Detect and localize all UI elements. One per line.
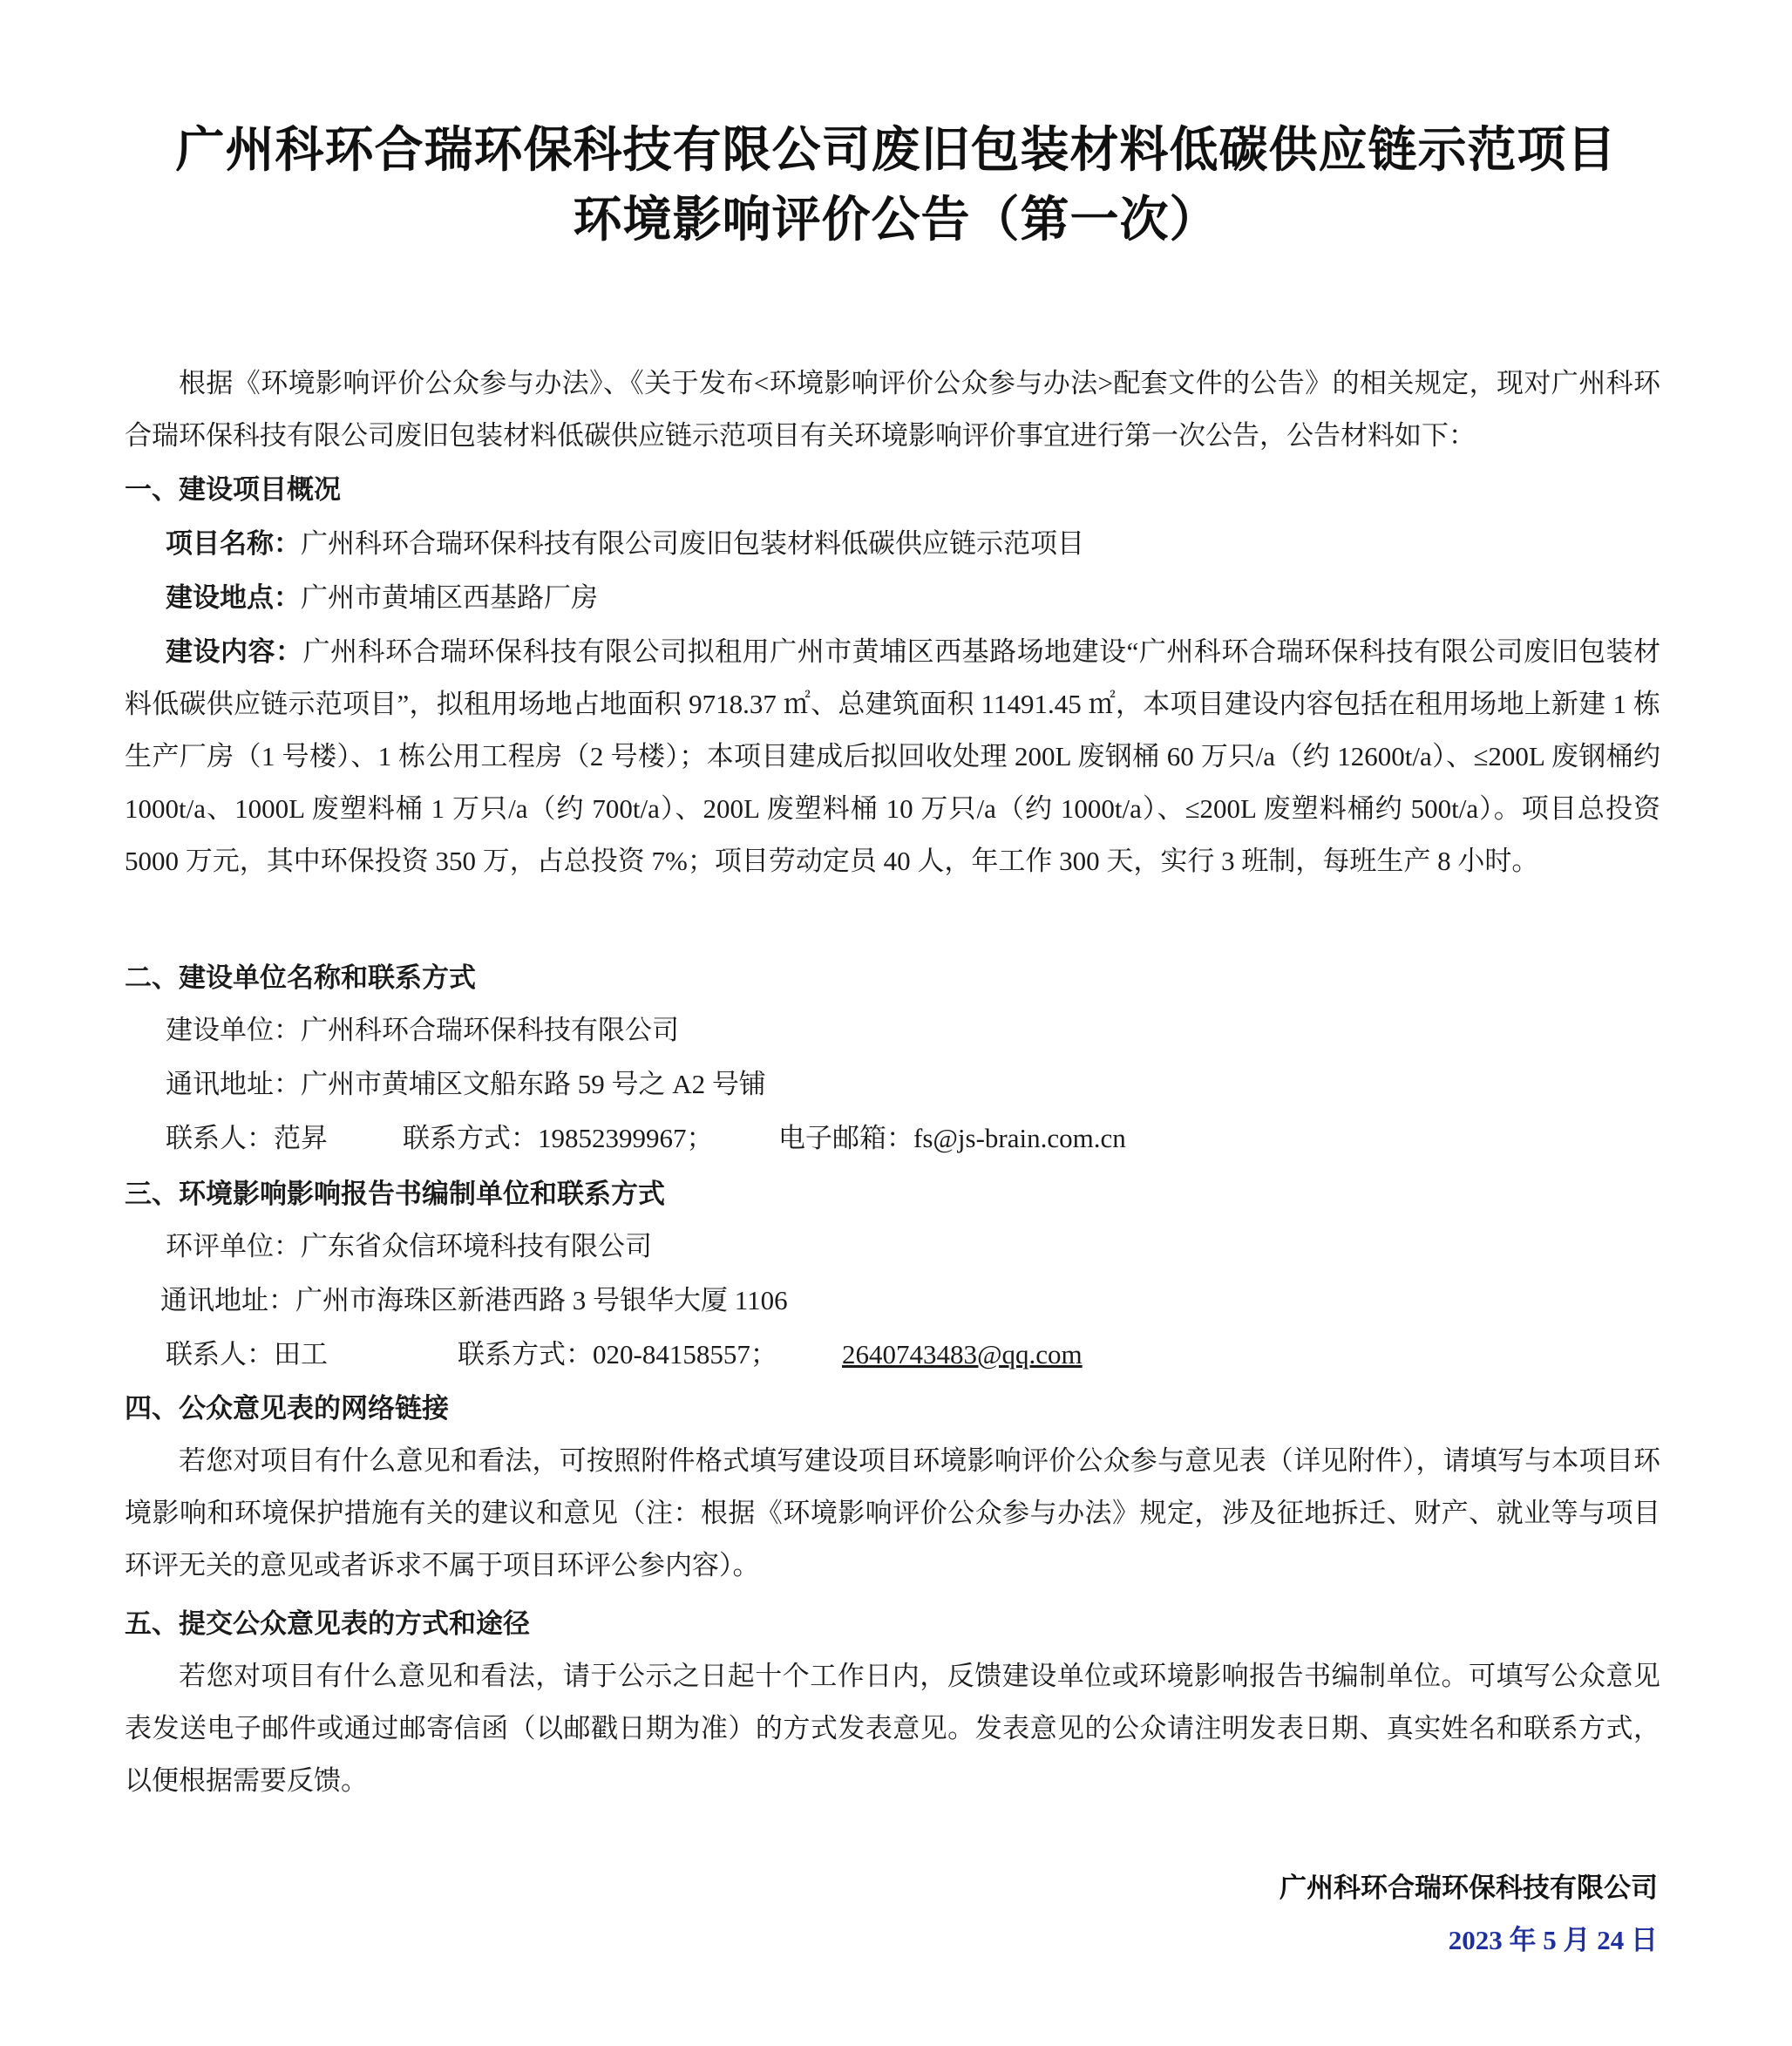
builder-email: 电子邮箱：fs@js-brain.com.cn <box>778 1123 1126 1153</box>
section-2-heading: 二、建设单位名称和联系方式 <box>125 962 476 994</box>
project-content-label: 建设内容： <box>166 636 303 667</box>
section-5-heading: 五、提交公众意见表的方式和途径 <box>125 1608 530 1640</box>
title-line-1: 广州科环合瑞环保科技有限公司废旧包装材料低碳供应链示范项目 <box>175 122 1617 179</box>
eia-phone: 联系方式：020-84158557； <box>458 1339 777 1370</box>
project-name-label: 项目名称： <box>166 528 301 559</box>
eia-contact-person: 联系人：田工 <box>166 1339 328 1370</box>
project-location-row <box>166 581 598 615</box>
intro-paragraph: 根据《环境影响评价公众参与办法》、《关于发布<环境影响评价公众参与办法>配套文件的公告》的相关规定，现对广州科环合瑞环保科技有限公司废旧包装材料低碳供应链示范项目有关环境影响评价事宜进行第一次公告，公告材料如下： <box>125 368 1660 451</box>
builder-address: 通讯地址：广州市黄埔区文船东路 59 号之 A2 号铺 <box>166 1069 766 1099</box>
project-location-label: 建设地点： <box>166 582 301 613</box>
section-4-paragraph: 若您对项目有什么意见和看法，可按照附件格式填写建设项目环境影响评价公众参与意见表（详见附件），请填写与本项目环境影响和环境保护措施有关的建议和意见（注：根据《环境影响评价公众参与办法》规定，涉及征地拆迁、财产、就业等与项目环评无关的意见或者诉求不属于项目环评公参内容）。 <box>125 1445 1660 1580</box>
project-content-paragraph <box>125 626 1660 887</box>
project-location-value: 广州市黄埔区西基路厂房 <box>301 582 598 613</box>
signature-date: 2023 年 5 月 24 日 <box>1448 1925 1658 1955</box>
eia-email-link[interactable]: 2640743483@qq.com <box>842 1339 1083 1370</box>
eia-address: 通讯地址：广州市海珠区新港西路 3 号银华大厦 1106 <box>160 1285 788 1315</box>
section-5-paragraph: 若您对项目有什么意见和看法，请于公示之日起十个工作日内，反馈建设单位或环境影响报告书编制单位。可填写公众意见表发送电子邮件或通过邮寄信函（以邮戳日期为准）的方式发表意见。发表意见的公众请注明发表日期、真实姓名和联系方式，以便根据需要反馈。 <box>125 1661 1660 1796</box>
signature-company: 广州科环合瑞环保科技有限公司 <box>1280 1873 1658 1903</box>
builder-unit: 建设单位：广州科环合瑞环保科技有限公司 <box>166 1015 679 1045</box>
title-line-2: 环境影响评价公告（第一次） <box>573 192 1219 248</box>
section-1-heading: 一、建设项目概况 <box>125 474 341 506</box>
project-content-value: 广州科环合瑞环保科技有限公司拟租用广州市黄埔区西基路场地建设“广州科环合瑞环保科技有限公司废旧包装材料低碳供应链示范项目”，拟租用场地占地面积 9718.37 ㎡、总建筑面积 11491.45 ㎡，本项目建设内容包括在租用场地上新建 1 栋生产厂房（1 号楼）、1 栋公用工程房（2 号楼）；本项目建成后拟回收处理 200L 废钢桶 60 万只/a（约 12600t/a）、≤200L 废钢桶约 1000t/a、1000L 废塑料桶 1 万只/a（约 700t/a）、200L 废塑料桶 10 万只/a（约 1000t/a）、≤200L 废塑料桶约 500t/a）。项目总投资 5000 万元，其中环保投资 350 万，占总投资 7%；项目劳动定员 40 人，年工作 300 天，实行 3 班制，每班生产 8 小时。 <box>125 636 1660 876</box>
section-3-heading: 三、环境影响影响报告书编制单位和联系方式 <box>125 1179 665 1210</box>
project-name-row <box>166 527 1084 561</box>
builder-phone: 联系方式：19852399967； <box>403 1123 714 1153</box>
project-name-value: 广州科环合瑞环保科技有限公司废旧包装材料低碳供应链示范项目 <box>301 528 1084 559</box>
section-4-heading: 四、公众意见表的网络链接 <box>125 1393 449 1424</box>
eia-unit: 环评单位：广东省众信环境科技有限公司 <box>166 1231 652 1261</box>
builder-contact-person: 联系人：范昇 <box>166 1123 328 1153</box>
